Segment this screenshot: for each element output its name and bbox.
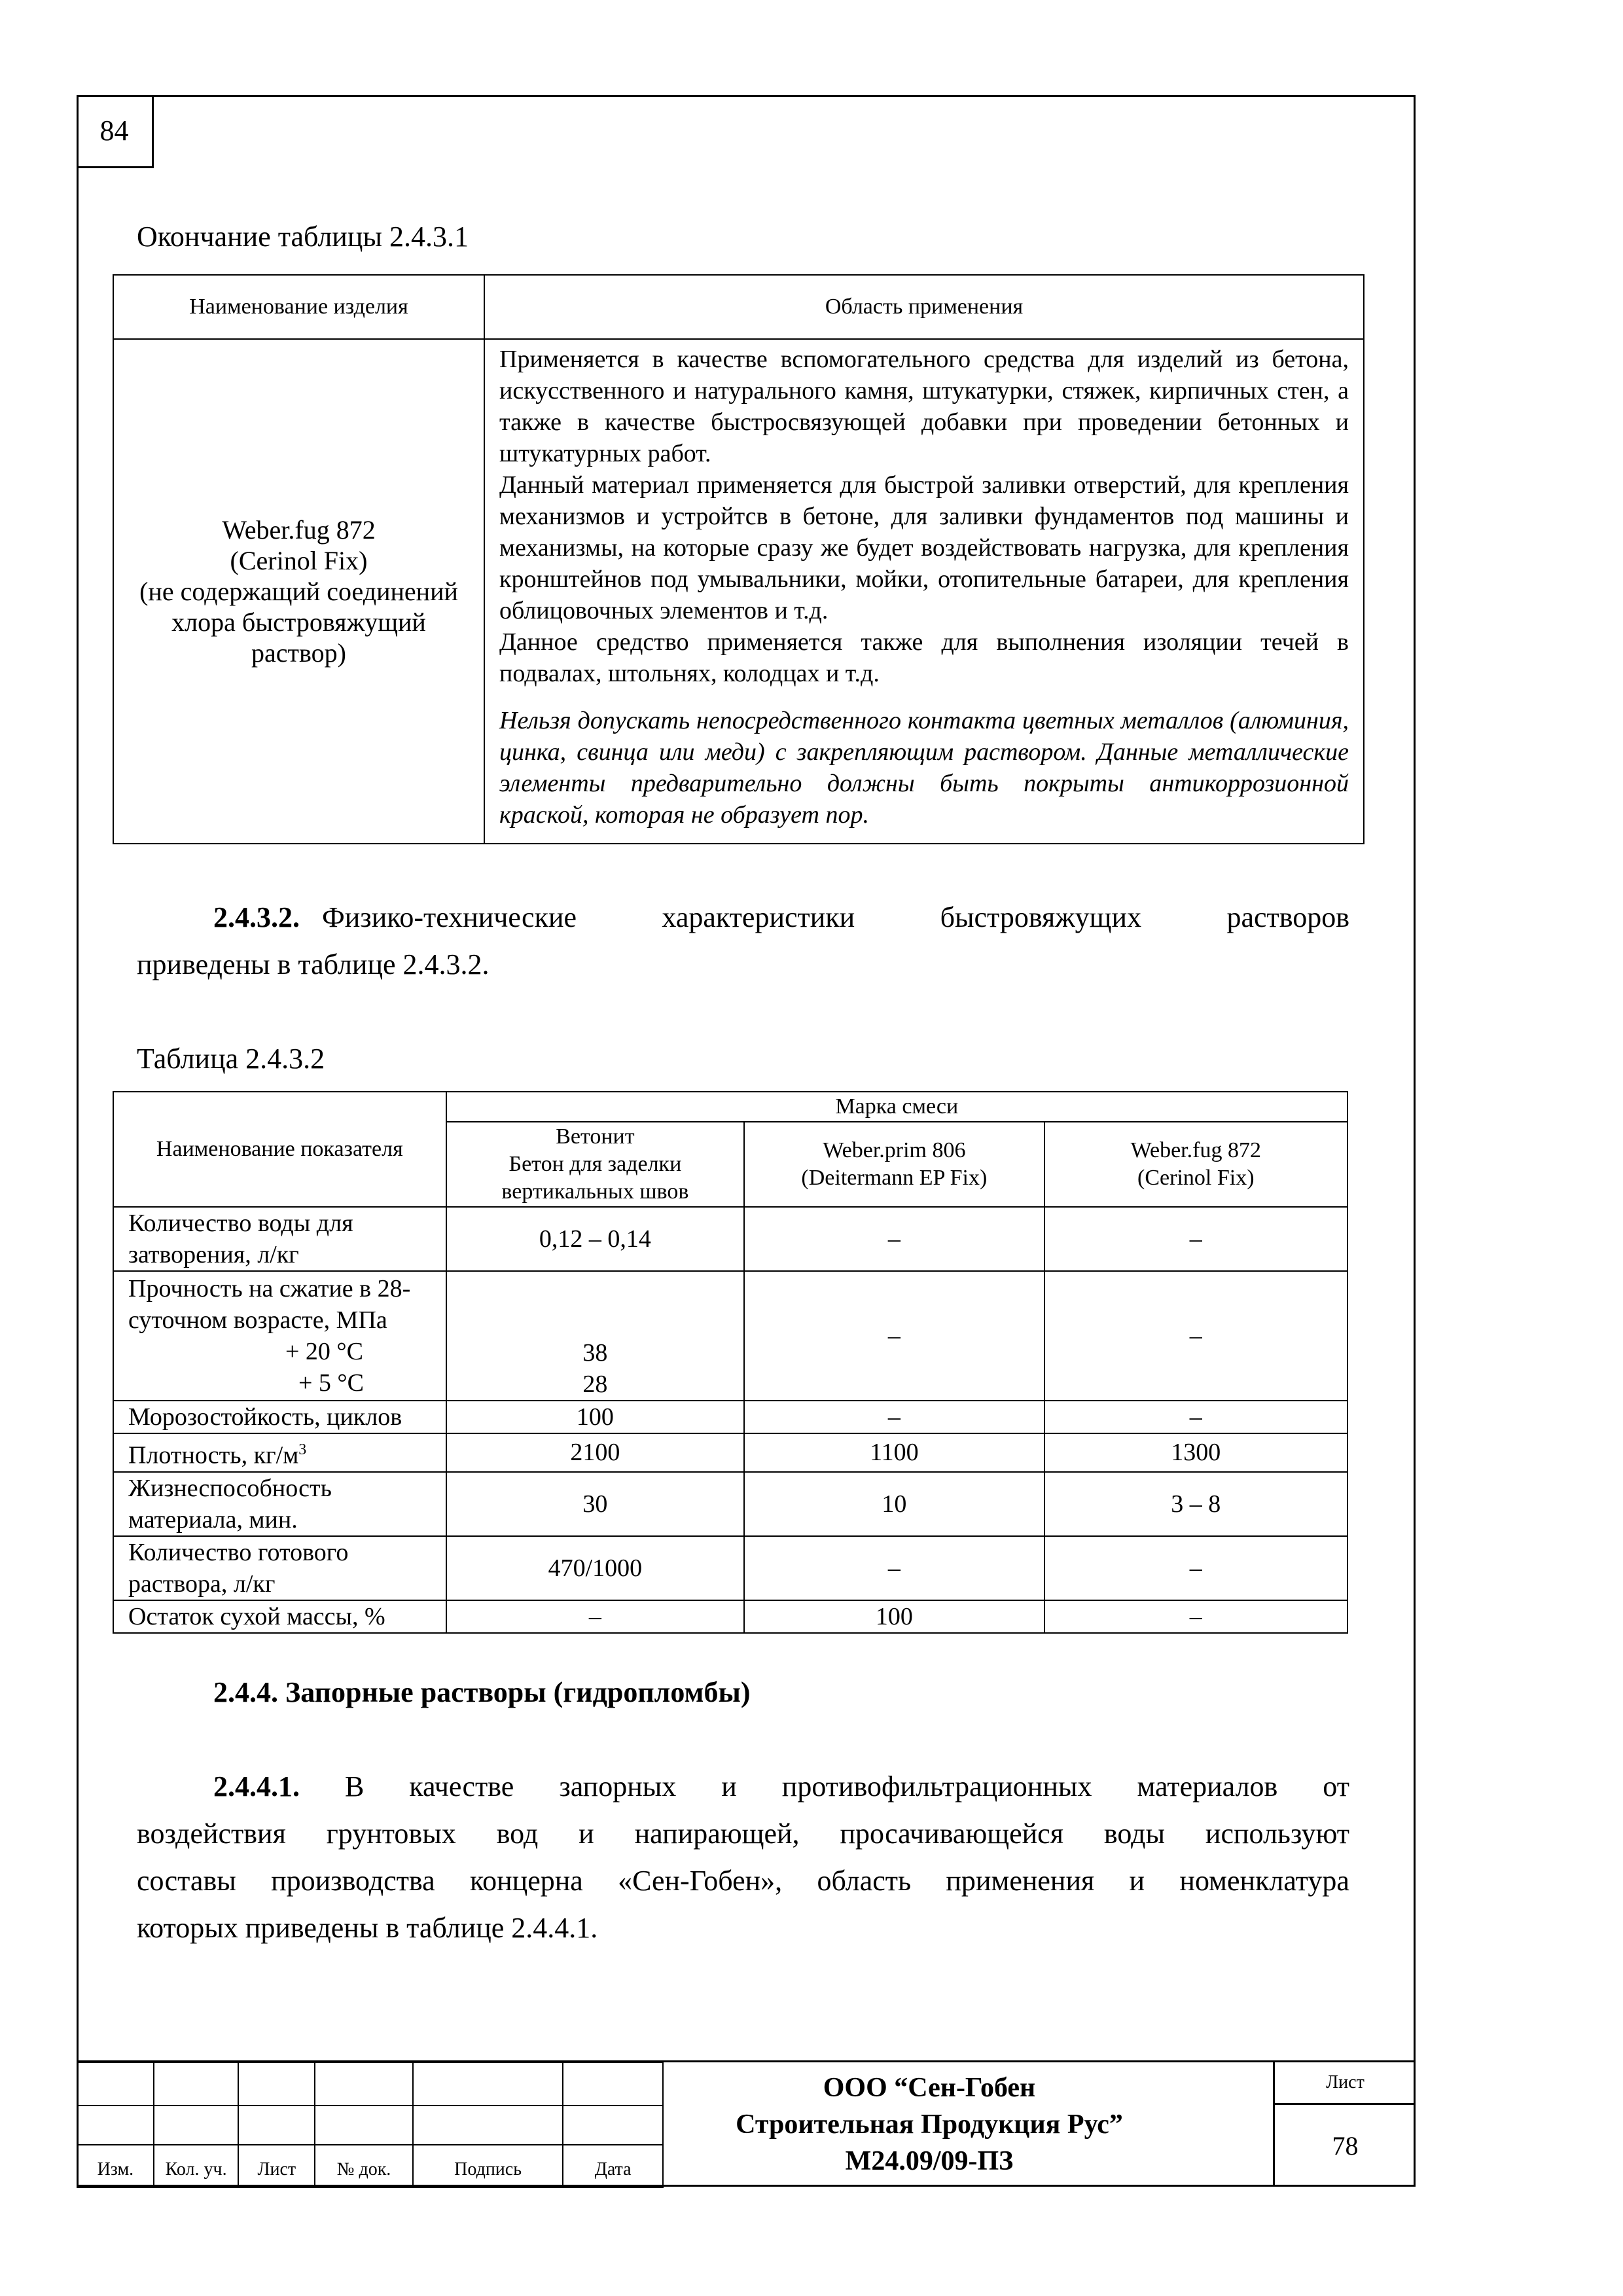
table-row: [113, 1536, 1347, 1600]
word: вод: [496, 1818, 539, 1850]
brand-line: (Deitermann EP Fix): [801, 1166, 988, 1190]
word: применения: [946, 1865, 1095, 1897]
org-line: ООО “Сен-Гобен: [823, 2072, 1036, 2103]
word: противофильтрационных: [781, 1770, 1092, 1803]
cell-value: 3 – 8: [1044, 1472, 1347, 1536]
application-paragraph: Применяется в качестве вспомогательного средства для изделий из бетона, искусственного и натурального камня, штукатурки, стяжек, кирпичных стен, а также в качестве быстросвязующей добавки при проведении бетонных и штукатурных работ.: [499, 346, 1349, 467]
label-text: Плотность, кг/м: [128, 1441, 299, 1469]
cell-value: –: [1044, 1271, 1347, 1401]
brand-line: (Cerinol Fix): [1137, 1166, 1255, 1190]
application-paragraph: Данное средство применяется также для выполнения изоляции течей в подвалах, штольнях, колодцах и т.д.: [499, 628, 1349, 687]
row-label: Морозостойкость, циклов: [113, 1401, 446, 1433]
label-line: суточном возрасте, МПа: [128, 1306, 387, 1334]
document-code: М24.09/09-ПЗ: [845, 2145, 1014, 2176]
paragraph-2-4-3-2-line2: приведены в таблице 2.4.3.2.: [137, 948, 490, 980]
table-row: [113, 1433, 1347, 1472]
revision-grid: [77, 2062, 664, 2188]
product-line: (не содержащий соединений: [139, 577, 458, 606]
cell-value: –: [744, 1271, 1044, 1401]
label-line: Количество готового: [128, 1538, 349, 1566]
warning-note: Нельзя допускать непосредственного контакта цветных металлов (алюминия, цинка, свинца или меди) с закрепляющим раствором. Данные металлические элементы предварительно должны быть покрыты антикоррозионной краской, которая не образует пор.: [499, 707, 1349, 829]
word: напирающей,: [634, 1818, 800, 1850]
application-paragraph: Данный материал применяется для быстрой заливки отверстий, для крепления механизмов и устройтсв в бетоне, для заливки фундаментов под машины и механизмы, на которые сразу же будет воздействовать нагрузка, для крепления кронштейнов под умывальники, мойки, отопительные батареи, для крепления облицовочных элементов и т.д.: [499, 471, 1349, 624]
brand-line: Weber.prim 806: [823, 1138, 966, 1162]
cell-value: 1300: [1044, 1433, 1347, 1472]
cell-value: 1100: [744, 1433, 1044, 1472]
paragraph-2-4-3-2-line1: [213, 894, 1349, 941]
column-rev: Изм.: [77, 2145, 154, 2187]
row-label: [113, 1271, 446, 1401]
word: характеристики: [662, 901, 855, 933]
row-label: [113, 1472, 446, 1536]
brand-weber-fug-872: [1044, 1122, 1347, 1207]
column-sheet: Лист: [238, 2145, 315, 2187]
table1-header-application: Область применения: [484, 275, 1364, 339]
word: составы: [137, 1865, 236, 1897]
label-line: Жизнеспособность: [128, 1474, 332, 1502]
column-doc-no: № док.: [315, 2145, 413, 2187]
cell-value: 10: [744, 1472, 1044, 1536]
row-label: [113, 1433, 446, 1472]
product-line: раствор): [251, 638, 346, 668]
product-line: хлора быстровяжущий: [171, 607, 426, 637]
table-row: [113, 1472, 1347, 1536]
table2-caption: Таблица 2.4.3.2: [137, 1043, 325, 1075]
word: растворов: [1226, 901, 1349, 933]
sub-value: 38: [582, 1339, 608, 1367]
cell-value: –: [744, 1536, 1044, 1600]
table-row: [113, 1207, 1347, 1271]
cell-value: –: [1044, 1401, 1347, 1433]
cell-value: –: [1044, 1207, 1347, 1271]
word: запорных: [559, 1770, 677, 1803]
column-date: Дата: [563, 2145, 663, 2187]
cell-value: –: [744, 1401, 1044, 1433]
word: качестве: [409, 1770, 514, 1803]
paragraph-2-4-4-1-line3: [137, 1857, 1349, 1905]
word: просачивающейся: [840, 1818, 1063, 1850]
cell-value: –: [1044, 1536, 1347, 1600]
sub-value: 28: [582, 1371, 608, 1398]
cell-value: 100: [744, 1600, 1044, 1633]
word: номенклатура: [1179, 1865, 1349, 1897]
word: В: [344, 1770, 365, 1803]
section-heading-2-4-4: 2.4.4. Запорные растворы (гидропломбы): [213, 1676, 751, 1708]
label-line: Количество воды для: [128, 1210, 353, 1237]
label-line: раствора, л/кг: [128, 1570, 276, 1598]
word: и: [721, 1770, 737, 1803]
cell-value: 0,12 – 0,14: [446, 1207, 745, 1271]
label-line: материала, мин.: [128, 1505, 298, 1534]
page-number: 84: [77, 95, 154, 168]
word: Физико-технические: [322, 901, 577, 933]
cell-value: –: [1044, 1600, 1347, 1633]
table1-product-cell: [113, 339, 484, 844]
product-line: (Cerinol Fix): [230, 546, 368, 575]
cell-value: 470/1000: [446, 1536, 745, 1600]
word: используют: [1205, 1818, 1349, 1850]
superscript: 3: [298, 1441, 307, 1458]
brand-line: вертикальных швов: [501, 1179, 689, 1204]
table1-header-product: Наименование изделия: [113, 275, 484, 339]
label-line: затворения, л/кг: [128, 1241, 299, 1268]
table-2-4-3-2: [113, 1091, 1348, 1634]
product-line: Weber.fug 872: [222, 515, 376, 545]
cell-value: 30: [446, 1472, 745, 1536]
table2-header-indicator: Наименование показателя: [113, 1092, 446, 1207]
org-line: Строительная Продукция Рус”: [736, 2109, 1123, 2140]
row-label: Остаток сухой массы, %: [113, 1600, 446, 1633]
organization-name: [586, 2062, 1273, 2187]
word: концерна: [469, 1865, 583, 1897]
paragraph-2-4-4-1-line2: [137, 1810, 1349, 1857]
table-row: [113, 1271, 1347, 1401]
paragraph-2-4-4-1-line4: которых приведены в таблице 2.4.4.1.: [137, 1912, 598, 1944]
word: материалов: [1137, 1770, 1278, 1803]
row-label: [113, 1536, 446, 1600]
table2-header-mix-brand: Марка смеси: [446, 1092, 1347, 1122]
table-row: [113, 1600, 1347, 1633]
brand-line: Бетон для заделки: [508, 1152, 682, 1176]
sheet-label: Лист: [1273, 2062, 1416, 2105]
sheet-number: 78: [1273, 2105, 1416, 2187]
row-label: [113, 1207, 446, 1271]
column-count: Кол. уч.: [154, 2145, 239, 2187]
paragraph-number: 2.4.4.1.: [213, 1770, 300, 1803]
table-row: [113, 1401, 1347, 1433]
cell-value: 100: [446, 1401, 745, 1433]
cell-value: –: [744, 1207, 1044, 1271]
brand-vetonit: [446, 1122, 745, 1207]
label-sub-line: + 20 °С: [285, 1338, 363, 1365]
brand-line: Ветонит: [556, 1124, 635, 1149]
word: воды: [1103, 1818, 1166, 1850]
word: воздействия: [137, 1818, 286, 1850]
brand-line: Weber.fug 872: [1130, 1138, 1261, 1162]
paragraph-2-4-4-1-line1: [213, 1763, 1349, 1810]
cell-value: 2100: [446, 1433, 745, 1472]
table1-caption: Окончание таблицы 2.4.3.1: [137, 221, 469, 253]
word: грунтовых: [326, 1818, 456, 1850]
column-signature: Подпись: [413, 2145, 563, 2187]
word: производства: [271, 1865, 435, 1897]
paragraph-number: 2.4.3.2.: [213, 901, 300, 933]
table1-application-cell: [484, 339, 1364, 844]
word: область: [817, 1865, 912, 1897]
word: быстровяжущих: [940, 901, 1142, 933]
word: и: [579, 1818, 594, 1850]
table-2-4-3-1-end: [113, 274, 1364, 844]
brand-weber-prim-806: [744, 1122, 1044, 1207]
word: «Сен-Гобен»,: [618, 1865, 783, 1897]
cell-value: –: [446, 1600, 745, 1633]
word: от: [1323, 1770, 1349, 1803]
label-sub-line: + 5 °С: [298, 1369, 364, 1397]
word: и: [1129, 1865, 1145, 1897]
cell-value: [446, 1271, 745, 1401]
label-line: Прочность на сжатие в 28-: [128, 1275, 411, 1302]
